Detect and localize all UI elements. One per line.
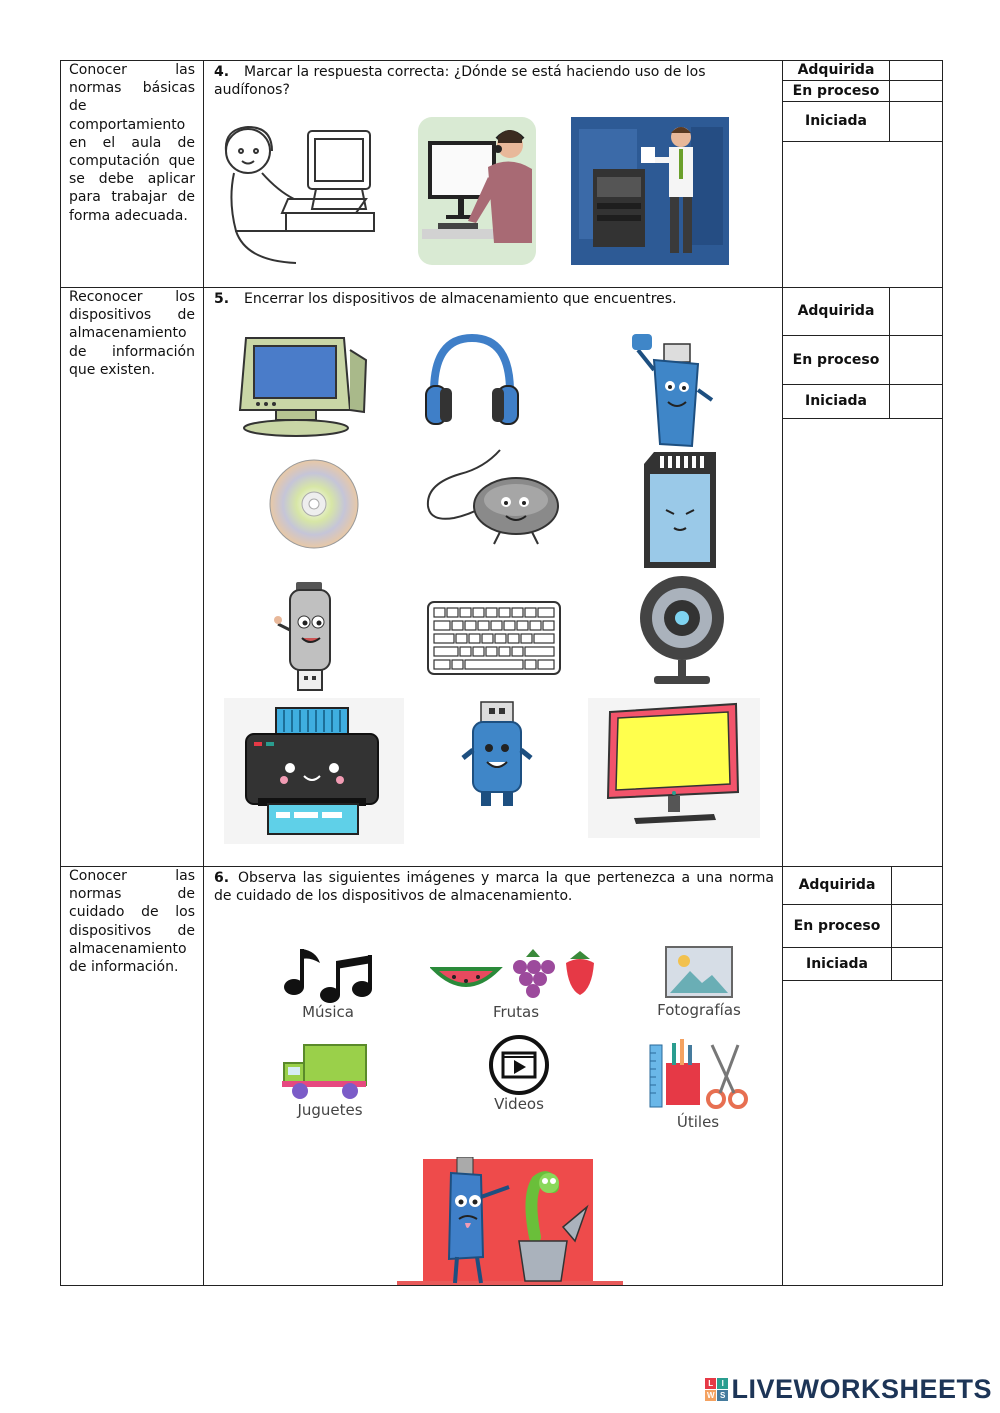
headset-user-illustration[interactable] — [418, 117, 536, 265]
eval-label-iniciada: Iniciada — [783, 384, 890, 418]
task-instruction — [204, 867, 782, 905]
usb-character-device[interactable] — [632, 330, 722, 448]
evaluation-table — [783, 288, 942, 419]
caption-fotografias: Fotografías — [657, 1001, 741, 1019]
activity-cell — [204, 867, 783, 1286]
task-instruction — [204, 288, 782, 308]
tv-monitor-device[interactable] — [588, 698, 760, 838]
school-supplies-option[interactable] — [646, 1037, 756, 1129]
task-number: 6. — [214, 870, 230, 886]
eval-label-en-proceso: En proceso — [783, 904, 892, 947]
eval-label-adquirida: Adquirida — [783, 61, 890, 80]
caption-musica: Música — [302, 1003, 354, 1021]
monitor-device[interactable] — [226, 330, 376, 438]
girl-computer-illustration[interactable] — [216, 121, 381, 267]
office-man-illustration[interactable] — [571, 117, 729, 265]
section-row-4 — [61, 61, 943, 288]
eval-label-iniciada: Iniciada — [783, 101, 890, 141]
eval-checkbox[interactable] — [890, 101, 943, 141]
eval-checkbox[interactable] — [892, 867, 943, 904]
objective-cell — [61, 288, 204, 867]
usb-worm-illustration[interactable] — [397, 1157, 623, 1286]
sd-card-device[interactable] — [640, 450, 720, 570]
toy-truck-option[interactable] — [280, 1039, 380, 1119]
worksheet-table — [60, 60, 943, 1286]
task-number: 5. — [214, 291, 230, 307]
eval-label-en-proceso: En proceso — [783, 335, 890, 384]
objective-cell — [61, 61, 204, 288]
eval-checkbox[interactable] — [890, 80, 943, 101]
videos-option[interactable] — [474, 1035, 564, 1115]
eval-checkbox[interactable] — [890, 384, 943, 418]
caption-juguetes: Juguetes — [297, 1101, 363, 1119]
section-row-5 — [61, 288, 943, 867]
usb-blue-character-device[interactable] — [459, 700, 535, 810]
eval-checkbox[interactable] — [892, 904, 943, 947]
cd-disc-device[interactable] — [268, 458, 360, 550]
task-text: Observa las siguientes imágenes y marca la que pertenezca a una norma de cuidado de los dispositivos de almacenamiento. — [214, 870, 774, 904]
logo-text: LIVEWORKSHEETS — [731, 1374, 992, 1404]
logo-mark: L I W S — [705, 1378, 728, 1401]
objective-cell — [61, 867, 204, 1286]
evaluation-cell — [783, 867, 943, 1286]
eval-checkbox[interactable] — [892, 947, 943, 980]
evaluation-table — [783, 867, 942, 981]
eval-checkbox[interactable] — [890, 335, 943, 384]
activity-cell — [204, 288, 783, 867]
headphones-device[interactable] — [422, 330, 522, 430]
task-number: 4. — [214, 64, 230, 80]
eval-label-adquirida: Adquirida — [783, 288, 890, 335]
printer-character-device[interactable] — [224, 698, 404, 844]
objective-text: Reconocer los dispositivos de almacenamiento de información que existen. — [69, 289, 195, 378]
keyboard-device[interactable] — [426, 600, 562, 676]
caption-utiles: Útiles — [676, 1113, 720, 1129]
objective-text: Conocer las normas básicas de comportamiento en el aula de computación que se debe aplicar para trabajar de forma adecuada. — [69, 62, 195, 224]
evaluation-cell — [783, 288, 943, 867]
usb-thumbs-up-device[interactable] — [274, 580, 348, 694]
task-instruction — [204, 61, 782, 99]
task-text: Marcar la respuesta correcta: ¿Dónde se está haciendo uso de los audífonos? — [214, 64, 706, 98]
evaluation-cell — [783, 61, 943, 288]
evaluation-table — [783, 61, 942, 142]
eval-label-iniciada: Iniciada — [783, 947, 892, 980]
task-text: Encerrar los dispositivos de almacenamiento que encuentres. — [244, 291, 677, 307]
liveworksheets-logo[interactable] — [705, 1374, 992, 1405]
webcam-device[interactable] — [636, 576, 728, 688]
eval-label-adquirida: Adquirida — [783, 867, 892, 904]
activity-cell — [204, 61, 783, 288]
caption-frutas: Frutas — [492, 1003, 540, 1021]
section-row-6 — [61, 867, 943, 1286]
eval-label-en-proceso: En proceso — [783, 80, 890, 101]
fruits-option[interactable] — [430, 945, 602, 1021]
objective-text: Conocer las normas de cuidado de los dispositivos de almacenamiento de información. — [69, 868, 195, 976]
caption-videos: Videos — [494, 1095, 544, 1113]
music-notes-option[interactable] — [280, 945, 376, 1021]
eval-checkbox[interactable] — [890, 61, 943, 80]
eval-checkbox[interactable] — [890, 288, 943, 335]
photos-option[interactable] — [644, 945, 754, 1021]
mouse-character-device[interactable] — [424, 448, 564, 552]
